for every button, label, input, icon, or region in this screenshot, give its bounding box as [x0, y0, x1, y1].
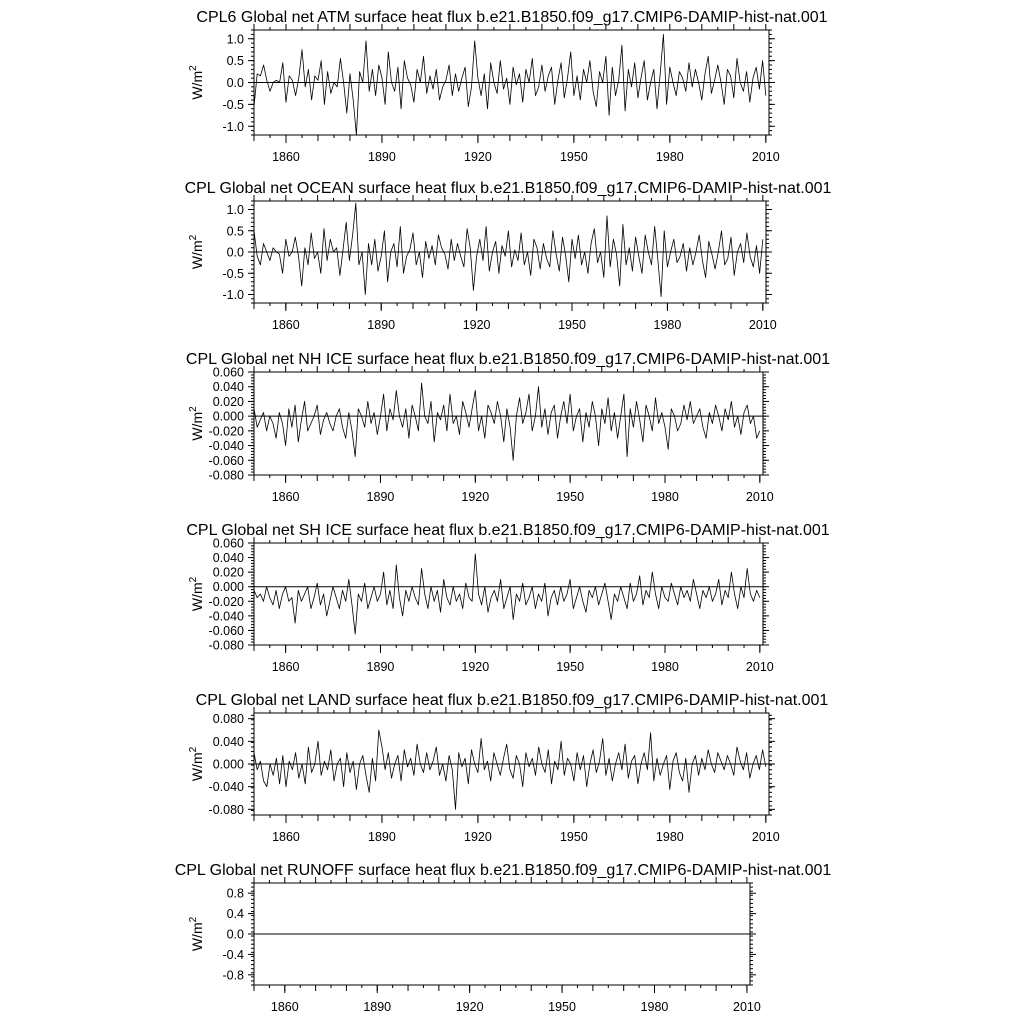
x-tick-label: 2010	[745, 490, 774, 504]
y-tick-label: 0.5	[226, 54, 244, 69]
x-tick-label: 1920	[461, 490, 490, 504]
panel-2	[185, 180, 832, 332]
y-tick-label: -0.080	[208, 468, 244, 483]
series-line	[254, 554, 760, 634]
x-tick-label: 1860	[271, 490, 300, 504]
y-axis-label-text: W/m	[189, 411, 205, 441]
plot-frame	[254, 543, 763, 645]
x-tick-label: 1980	[653, 318, 682, 332]
panel-title: CPL Global net RUNOFF surface heat flux b.e21.B1850.f09_g17.CMIP6-DAMIP-hist-nat.001	[174, 862, 832, 879]
y-axis-label-superscript: 2	[188, 576, 199, 583]
panel-5	[188, 692, 828, 844]
y-axis-label	[188, 746, 205, 781]
y-tick-label: -0.040	[208, 780, 244, 795]
x-tick-label: 1950	[548, 1000, 576, 1014]
y-axis-label-superscript: 2	[188, 406, 199, 412]
y-tick-label: 0.0	[226, 76, 244, 90]
x-tick-label: 1890	[368, 830, 396, 844]
x-tick-label: 1860	[272, 150, 300, 164]
x-tick-label: 1980	[655, 150, 684, 164]
y-tick-label: -1.0	[222, 288, 244, 302]
y-tick-label: 0.4	[226, 907, 244, 922]
x-tick-label: 1920	[462, 318, 491, 332]
x-tick-label: 1950	[559, 830, 588, 844]
x-tick-label: 1980	[640, 1000, 669, 1014]
series-line	[254, 383, 760, 460]
x-tick-label: 2010	[745, 660, 774, 674]
y-tick-label: 0.0	[226, 245, 244, 260]
x-tick-label: 1980	[655, 830, 684, 844]
x-tick-label: 1950	[559, 150, 588, 164]
panel-6	[175, 862, 832, 1014]
x-tick-label: 2010	[751, 150, 780, 164]
y-tick-label: -0.5	[222, 97, 244, 112]
series-line	[254, 203, 763, 297]
panel-3	[186, 351, 830, 504]
y-tick-label: 0.000	[212, 409, 244, 424]
x-tick-label: 1950	[558, 318, 586, 332]
y-tick-label: 0.020	[212, 565, 244, 580]
y-axis-label-text: W/m	[189, 752, 205, 782]
y-tick-label: -1.0	[222, 119, 244, 134]
x-tick-label: 1920	[461, 660, 490, 674]
x-tick-label: 2010	[748, 318, 777, 332]
x-tick-label: 1890	[366, 660, 395, 674]
x-tick-label: 1920	[455, 1000, 484, 1014]
x-tick-label: 1860	[272, 830, 300, 844]
plot-frame	[254, 372, 763, 475]
x-tick-label: 1890	[368, 150, 396, 164]
y-tick-label: 0.8	[226, 886, 244, 901]
y-axis-label-text: W/m	[189, 582, 205, 612]
panel-title: CPL Global net LAND surface heat flux b.e21.B1850.f09_g17.CMIP6-DAMIP-hist-nat.001	[195, 692, 829, 709]
x-tick-label: 1890	[363, 1000, 392, 1014]
y-tick-label: -0.040	[208, 439, 244, 454]
x-tick-label: 1860	[271, 318, 300, 332]
y-axis-label-superscript: 2	[188, 65, 199, 71]
y-axis-label-text: W/m	[189, 922, 205, 952]
series-line	[254, 730, 766, 809]
y-tick-label: 0.040	[212, 734, 244, 749]
y-axis-label-superscript: 2	[188, 916, 199, 923]
y-tick-label: 0.060	[212, 365, 244, 380]
y-tick-label: -0.060	[208, 453, 244, 468]
series-line	[254, 34, 766, 135]
x-tick-label: 2010	[751, 830, 780, 844]
panel-1	[188, 9, 828, 164]
y-tick-label: 0.040	[212, 380, 244, 395]
y-axis-label	[188, 406, 205, 441]
y-tick-label: -0.080	[208, 802, 244, 817]
y-tick-label: -0.020	[208, 594, 244, 609]
y-axis-label	[188, 234, 205, 269]
y-axis-label-superscript: 2	[188, 746, 199, 753]
x-tick-label: 1980	[651, 660, 679, 674]
y-tick-label: -0.080	[208, 638, 244, 653]
y-tick-label: 0.000	[212, 580, 244, 595]
y-axis-label-superscript: 2	[188, 234, 199, 241]
x-tick-label: 1860	[270, 1000, 299, 1014]
y-tick-label: 0.040	[212, 551, 244, 566]
y-axis-label	[188, 576, 205, 611]
panel-title: CPL6 Global net ATM surface heat flux b.e21.B1850.f09_g17.CMIP6-DAMIP-hist-nat.001	[196, 9, 828, 26]
y-tick-label: 0.020	[212, 394, 244, 409]
y-tick-label: -0.040	[208, 609, 244, 624]
x-tick-label: 1890	[367, 318, 396, 332]
x-tick-label: 1920	[464, 830, 492, 844]
y-tick-label: -0.4	[222, 947, 244, 962]
y-tick-label: 0.5	[226, 224, 244, 239]
y-tick-label: -0.060	[208, 623, 244, 638]
x-tick-label: 1980	[651, 490, 679, 504]
y-axis-label-text: W/m	[189, 240, 205, 270]
x-tick-label: 1890	[366, 490, 395, 504]
y-tick-label: 1.0	[226, 203, 244, 217]
panel-title: CPL Global net OCEAN surface heat flux b.e21.B1850.f09_g17.CMIP6-DAMIP-hist-nat.001	[184, 180, 832, 197]
y-tick-label: 0.000	[212, 757, 244, 772]
y-axis-label	[188, 916, 205, 951]
y-tick-label: -0.020	[208, 424, 244, 439]
y-tick-label: 0.0	[226, 927, 244, 942]
y-tick-label: -0.8	[222, 968, 244, 983]
panel-4	[186, 522, 829, 674]
panel-title: CPL Global net NH ICE surface heat flux b.e21.B1850.f09_g17.CMIP6-DAMIP-hist-nat.001	[185, 351, 831, 368]
panel-title: CPL Global net SH ICE surface heat flux b.e21.B1850.f09_g17.CMIP6-DAMIP-hist-nat.001	[186, 522, 830, 539]
y-tick-label: -0.5	[222, 266, 244, 281]
x-tick-label: 1950	[556, 660, 585, 674]
y-tick-label: 0.060	[212, 536, 244, 551]
y-tick-label: 0.080	[212, 712, 244, 727]
x-tick-label: 1920	[464, 150, 492, 164]
y-tick-label: 1.0	[226, 32, 244, 47]
x-tick-label: 1860	[271, 660, 300, 674]
y-axis-label	[188, 65, 205, 100]
x-tick-label: 2010	[733, 1000, 761, 1014]
x-tick-label: 1950	[556, 490, 585, 504]
y-axis-label-text: W/m	[189, 70, 205, 100]
